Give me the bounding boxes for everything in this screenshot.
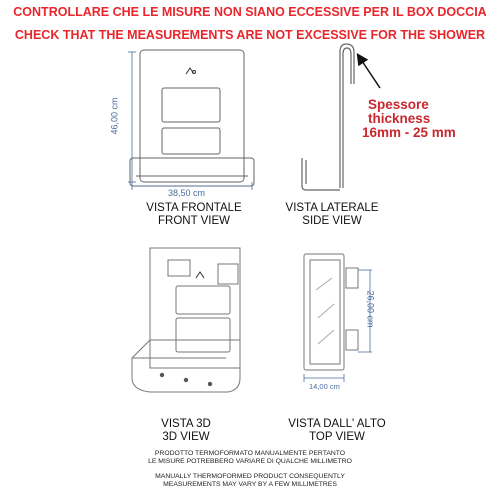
thickness-arrow <box>360 58 380 88</box>
top-length-label: 26,00 cm <box>365 290 376 328</box>
top-view-title <box>262 418 412 444</box>
footer-en-line1: MANUALLY THERMOFORMED PRODUCT CONSEQUENTLY <box>155 473 345 480</box>
3d-upper-cutout <box>176 286 230 314</box>
side-hook-inner <box>343 48 351 188</box>
footer-note-italian <box>0 450 500 466</box>
thickness-it: Spessore <box>368 97 429 112</box>
view-3d-drawing <box>132 248 240 392</box>
3d-logo-icon <box>196 272 204 278</box>
warning-english: CHECK THAT THE MEASUREMENTS ARE NOT EXCESSIVE FOR THE SHOWER <box>14 28 486 42</box>
side-view-title-en: SIDE VIEW <box>302 215 362 227</box>
thickness-en: thickness <box>368 111 431 126</box>
3d-drain-holes <box>160 373 212 386</box>
front-view-title-en: FRONT VIEW <box>158 215 230 227</box>
view-3d-title <box>116 418 256 444</box>
thickness-range: 16mm - 25 mm <box>362 125 456 140</box>
front-view-title-it: VISTA FRONTALE <box>146 202 242 214</box>
front-upper-cutout <box>162 88 220 122</box>
side-shelf-profile <box>302 158 340 190</box>
top-view-title-it: VISTA DALL' ALTO <box>288 418 386 430</box>
3d-back-panel <box>150 248 240 368</box>
view-3d-title-en: 3D VIEW <box>162 431 210 443</box>
side-view-title-it: VISTA LATERALE <box>285 202 379 214</box>
footer-note-english <box>0 473 500 489</box>
3d-right-clip <box>218 264 238 284</box>
footer-it-line1: PRODOTTO TERMOFORMATO MANUALMENTE PERTANTO <box>154 450 346 457</box>
warning-italian: CONTROLLARE CHE LE MISURE NON SIANO ECCESSIVE PER IL BOX DOCCIA <box>13 5 487 19</box>
side-hook-profile <box>340 44 354 188</box>
3d-left-clip <box>168 260 190 276</box>
thickness-label <box>362 98 456 140</box>
front-view-title <box>126 202 262 228</box>
front-panel-outline <box>140 50 244 182</box>
view-3d-title-it: VISTA 3D <box>161 418 211 430</box>
top-view-drawing <box>304 254 358 370</box>
top-depth-dimension <box>304 374 344 382</box>
top-depth-label: 14,00 cm <box>309 382 340 391</box>
top-lower-bracket <box>346 330 358 350</box>
top-view-title-en: TOP VIEW <box>309 431 365 443</box>
side-view-drawing <box>302 44 354 190</box>
footer-en-line2: MEASUREMENTS MAY VARY BY A FEW MILLIMETRES <box>163 481 337 488</box>
front-logo-icon <box>186 68 196 74</box>
3d-shelf <box>132 340 240 392</box>
top-upper-bracket <box>346 268 358 288</box>
footer-it-line2: LE MISURE POTREBBERO VARIARE DI QUALCHE MILLIMETRO <box>148 458 352 465</box>
3d-lower-cutout <box>176 318 230 352</box>
side-view-title <box>262 202 402 228</box>
front-width-label: 38,50 cm <box>168 188 206 198</box>
front-height-dimension <box>128 52 136 182</box>
front-height-label: 46,00 cm <box>109 97 120 135</box>
front-lower-cutout <box>162 128 220 154</box>
